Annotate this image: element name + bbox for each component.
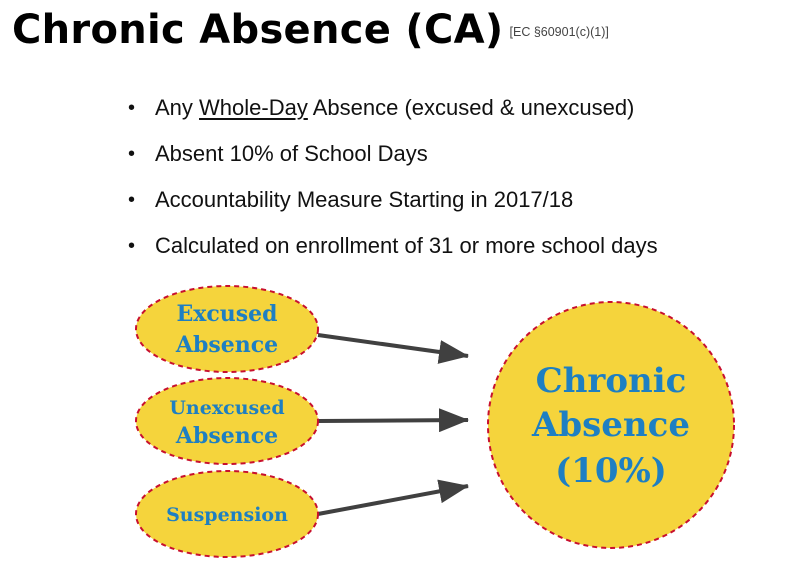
node-label: Suspension — [166, 504, 288, 526]
node-label: Excused — [176, 301, 278, 327]
chronic-absence-node — [488, 302, 734, 548]
bullet-text-before: Any — [155, 95, 200, 120]
node-label: Unexcused — [169, 397, 285, 419]
result-label: Absence — [532, 405, 690, 445]
bullet-icon: • — [128, 189, 136, 211]
result-label: (10%) — [555, 451, 667, 491]
bullet-icon: • — [128, 97, 136, 119]
result-label: Chronic — [535, 361, 687, 401]
node-label: Absence — [175, 332, 279, 358]
bullet-icon: • — [128, 143, 136, 165]
bullet-icon: • — [128, 235, 136, 257]
unexcused-absence-node — [136, 378, 318, 464]
suspension-node — [136, 471, 318, 557]
bullet-text: Absent 10% of School Days — [155, 141, 428, 166]
bullet-text-underlined: Whole-Day — [199, 95, 308, 120]
arrow-suspension — [318, 486, 468, 514]
arrow-unexcused — [318, 420, 468, 421]
citation: [EC §60901(c)(1)] — [509, 25, 609, 39]
node-label: Absence — [175, 423, 279, 449]
arrow-excused — [318, 335, 468, 356]
bullet-text: Accountability Measure Starting in 2017/18 — [155, 187, 574, 212]
excused-absence-node — [136, 286, 318, 372]
bullet-text-after: Absence (excused & unexcused) — [307, 95, 635, 120]
bullet-text: Calculated on enrollment of 31 or more school days — [155, 233, 658, 258]
title-text: Chronic Absence (CA) — [12, 7, 504, 53]
